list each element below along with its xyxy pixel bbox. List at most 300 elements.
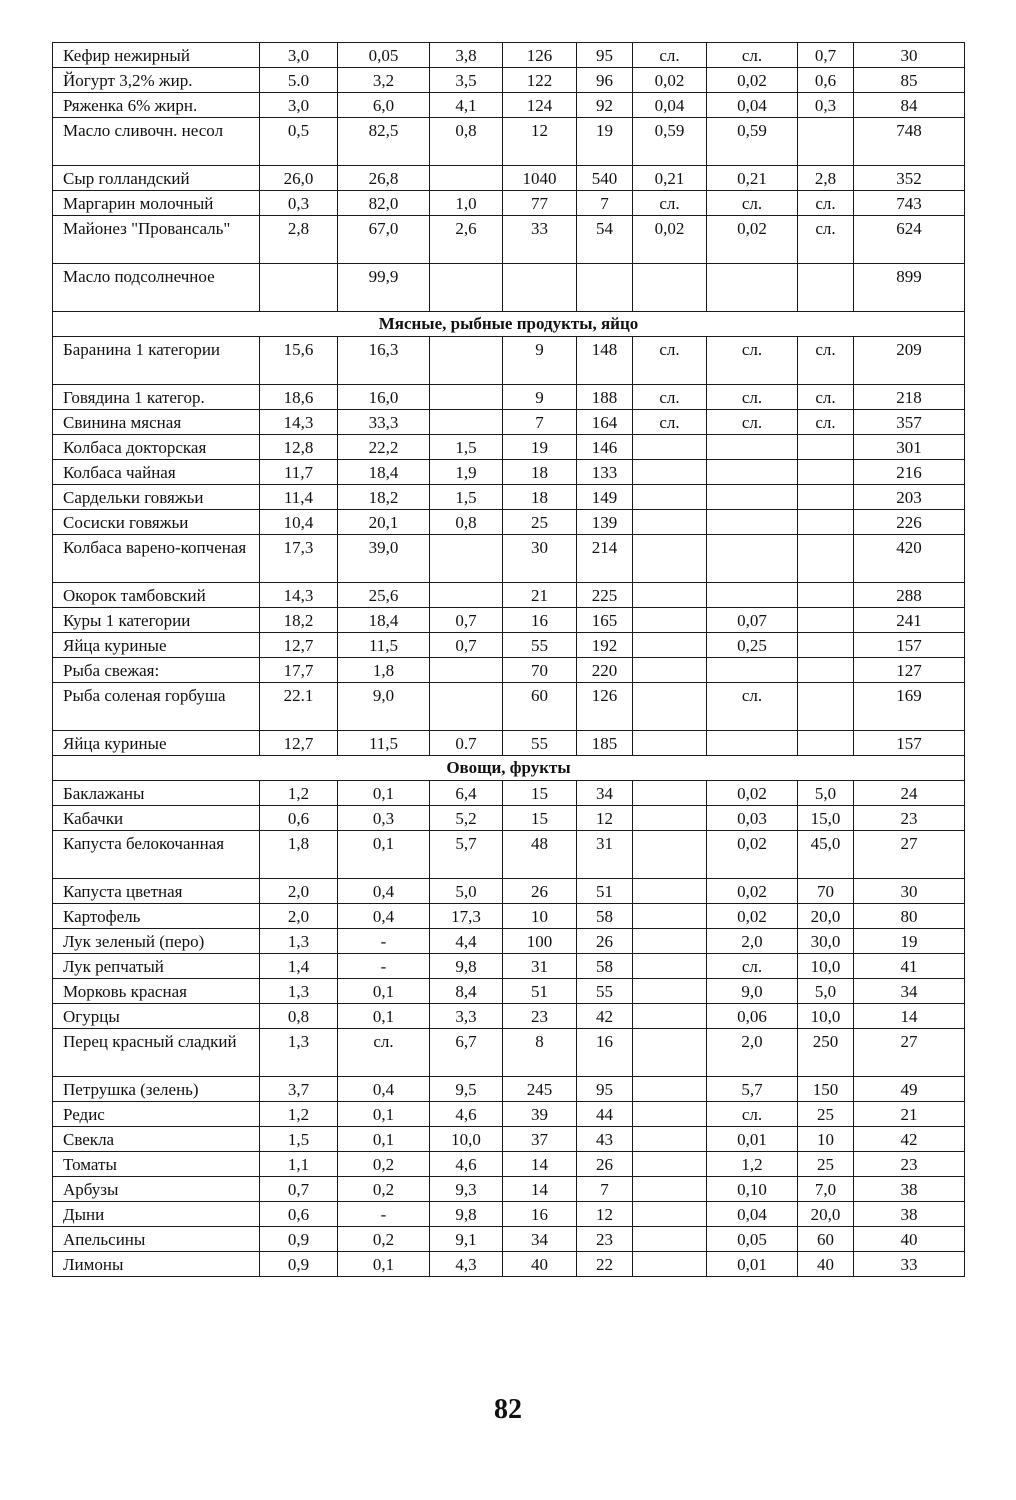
value-cell (633, 1077, 707, 1102)
product-name-cell: Апельсины (53, 1227, 260, 1252)
value-cell: 3,8 (430, 43, 503, 68)
value-cell: 14 (503, 1177, 577, 1202)
table-row (53, 337, 965, 385)
value-cell: 0,7 (430, 633, 503, 658)
value-cell: 9,8 (430, 1202, 503, 1227)
value-cell: 0,1 (338, 781, 430, 806)
value-cell: сл. (633, 43, 707, 68)
value-cell: 11,5 (338, 633, 430, 658)
value-cell: 5,0 (430, 879, 503, 904)
value-cell: 216 (854, 460, 965, 485)
table-row (53, 806, 965, 831)
value-cell: - (338, 929, 430, 954)
product-name-cell: Кефир нежирный (53, 43, 260, 68)
product-name-cell: Морковь красная (53, 979, 260, 1004)
value-cell: 26 (503, 879, 577, 904)
value-cell (430, 683, 503, 731)
value-cell: 9 (503, 337, 577, 385)
value-cell (633, 633, 707, 658)
value-cell: 42 (854, 1127, 965, 1152)
value-cell: 51 (577, 879, 633, 904)
value-cell: 0,1 (338, 1102, 430, 1127)
value-cell: 10,4 (260, 510, 338, 535)
value-cell: 58 (577, 904, 633, 929)
table-row (53, 731, 965, 756)
value-cell: 139 (577, 510, 633, 535)
value-cell: 0,6 (798, 68, 854, 93)
value-cell: 133 (577, 460, 633, 485)
value-cell (633, 485, 707, 510)
value-cell: 157 (854, 633, 965, 658)
value-cell (633, 535, 707, 583)
value-cell (633, 1127, 707, 1152)
value-cell: сл. (707, 954, 798, 979)
value-cell: 185 (577, 731, 633, 756)
value-cell: 0,25 (707, 633, 798, 658)
value-cell: 9,0 (338, 683, 430, 731)
value-cell: 0,02 (707, 216, 798, 264)
value-cell: 0,03 (707, 806, 798, 831)
value-cell (633, 781, 707, 806)
product-name-cell: Баклажаны (53, 781, 260, 806)
value-cell: 0,1 (338, 1127, 430, 1152)
value-cell: 48 (503, 831, 577, 879)
value-cell: 0,02 (707, 879, 798, 904)
value-cell: 40 (798, 1252, 854, 1277)
value-cell: 0,21 (633, 166, 707, 191)
product-name-cell: Рыба соленая горбуша (53, 683, 260, 731)
value-cell: 16,0 (338, 385, 430, 410)
table-row (53, 781, 965, 806)
product-name-cell: Перец красный сладкий (53, 1029, 260, 1077)
value-cell (798, 535, 854, 583)
value-cell (633, 583, 707, 608)
value-cell: 899 (854, 264, 965, 312)
product-name-cell: Лук репчатый (53, 954, 260, 979)
value-cell (798, 633, 854, 658)
value-cell (707, 435, 798, 460)
product-name-cell: Масло сливочн. несол (53, 118, 260, 166)
value-cell: 9,1 (430, 1227, 503, 1252)
value-cell: 21 (854, 1102, 965, 1127)
value-cell: 127 (854, 658, 965, 683)
value-cell: 27 (854, 831, 965, 879)
product-name-cell: Капуста цветная (53, 879, 260, 904)
value-cell: 26,8 (338, 166, 430, 191)
value-cell: 748 (854, 118, 965, 166)
value-cell: 743 (854, 191, 965, 216)
value-cell: 12,7 (260, 731, 338, 756)
value-cell: 19 (503, 435, 577, 460)
value-cell: 38 (854, 1177, 965, 1202)
value-cell: 0,59 (633, 118, 707, 166)
value-cell: 0,9 (260, 1252, 338, 1277)
value-cell (633, 1102, 707, 1127)
value-cell: сл. (798, 337, 854, 385)
value-cell: 16,3 (338, 337, 430, 385)
value-cell: 0,1 (338, 979, 430, 1004)
value-cell (707, 535, 798, 583)
value-cell (798, 658, 854, 683)
value-cell: 85 (854, 68, 965, 93)
value-cell: - (338, 954, 430, 979)
value-cell: 15 (503, 781, 577, 806)
value-cell: 80 (854, 904, 965, 929)
value-cell: 7 (577, 1177, 633, 1202)
section-header-row (53, 312, 965, 337)
table-row (53, 435, 965, 460)
value-cell: 126 (503, 43, 577, 68)
value-cell: 10 (798, 1127, 854, 1152)
value-cell: 55 (577, 979, 633, 1004)
product-name-cell: Масло подсолнечное (53, 264, 260, 312)
value-cell: 1,3 (260, 929, 338, 954)
value-cell: 17,7 (260, 658, 338, 683)
value-cell: 24 (854, 781, 965, 806)
value-cell: 25 (798, 1152, 854, 1177)
value-cell (798, 435, 854, 460)
value-cell (633, 979, 707, 1004)
value-cell: 34 (577, 781, 633, 806)
value-cell: 22.1 (260, 683, 338, 731)
value-cell: 1,4 (260, 954, 338, 979)
value-cell: 624 (854, 216, 965, 264)
value-cell (633, 1202, 707, 1227)
value-cell: 55 (503, 731, 577, 756)
value-cell: 16 (503, 1202, 577, 1227)
value-cell: 14,3 (260, 583, 338, 608)
value-cell: 15,0 (798, 806, 854, 831)
value-cell: 38 (854, 1202, 965, 1227)
value-cell (633, 608, 707, 633)
value-cell: 7,0 (798, 1177, 854, 1202)
value-cell: 2,6 (430, 216, 503, 264)
value-cell: 245 (503, 1077, 577, 1102)
value-cell: 23 (577, 1227, 633, 1252)
value-cell (707, 731, 798, 756)
table-row (53, 191, 965, 216)
table-body (53, 43, 965, 1277)
table-row (53, 118, 965, 166)
value-cell (430, 166, 503, 191)
value-cell: 2,0 (707, 929, 798, 954)
table-row (53, 1077, 965, 1102)
product-name-cell: Куры 1 категории (53, 608, 260, 633)
table-row (53, 831, 965, 879)
value-cell (430, 658, 503, 683)
value-cell: 3,7 (260, 1077, 338, 1102)
value-cell: 203 (854, 485, 965, 510)
table-row (53, 166, 965, 191)
product-name-cell: Говядина 1 категор. (53, 385, 260, 410)
value-cell: 149 (577, 485, 633, 510)
value-cell (430, 583, 503, 608)
value-cell: 26,0 (260, 166, 338, 191)
value-cell: 150 (798, 1077, 854, 1102)
value-cell: 33,3 (338, 410, 430, 435)
value-cell: 8 (503, 1029, 577, 1077)
value-cell: 0,7 (430, 608, 503, 633)
table-row (53, 879, 965, 904)
value-cell (707, 485, 798, 510)
page-number: 82 (494, 1394, 522, 1425)
table-row (53, 385, 965, 410)
value-cell (633, 831, 707, 879)
value-cell (707, 264, 798, 312)
product-name-cell: Колбаса чайная (53, 460, 260, 485)
value-cell: 0,5 (260, 118, 338, 166)
value-cell: 1,2 (260, 1102, 338, 1127)
value-cell: 241 (854, 608, 965, 633)
table-row (53, 1152, 965, 1177)
value-cell (798, 460, 854, 485)
value-cell: 165 (577, 608, 633, 633)
table-row (53, 1004, 965, 1029)
value-cell: 1,2 (260, 781, 338, 806)
value-cell (633, 1004, 707, 1029)
value-cell: 0,21 (707, 166, 798, 191)
value-cell: 10,0 (798, 1004, 854, 1029)
value-cell: сл. (707, 191, 798, 216)
value-cell: 0,02 (633, 216, 707, 264)
value-cell: 3,3 (430, 1004, 503, 1029)
value-cell: 9,3 (430, 1177, 503, 1202)
value-cell: 23 (854, 806, 965, 831)
value-cell: 22 (577, 1252, 633, 1277)
value-cell: 357 (854, 410, 965, 435)
value-cell: 1,0 (430, 191, 503, 216)
product-name-cell: Маргарин молочный (53, 191, 260, 216)
value-cell: 25 (798, 1102, 854, 1127)
value-cell: 0,1 (338, 1252, 430, 1277)
value-cell: 9,5 (430, 1077, 503, 1102)
value-cell: 20,0 (798, 904, 854, 929)
value-cell (798, 485, 854, 510)
value-cell: сл. (798, 216, 854, 264)
value-cell: 0,7 (798, 43, 854, 68)
value-cell: 39,0 (338, 535, 430, 583)
value-cell: 0.7 (430, 731, 503, 756)
value-cell: 0,04 (633, 93, 707, 118)
value-cell: 301 (854, 435, 965, 460)
value-cell: 0,02 (633, 68, 707, 93)
value-cell: 10 (503, 904, 577, 929)
value-cell: 0,9 (260, 1227, 338, 1252)
table-row (53, 410, 965, 435)
value-cell: 6,4 (430, 781, 503, 806)
value-cell: 27 (854, 1029, 965, 1077)
value-cell: 92 (577, 93, 633, 118)
table-row (53, 658, 965, 683)
product-name-cell: Сардельки говяжьи (53, 485, 260, 510)
value-cell: сл. (707, 337, 798, 385)
table-row (53, 683, 965, 731)
table-row (53, 1227, 965, 1252)
value-cell: 20,0 (798, 1202, 854, 1227)
value-cell: 60 (503, 683, 577, 731)
value-cell: сл. (707, 385, 798, 410)
value-cell: 11,4 (260, 485, 338, 510)
table-row (53, 904, 965, 929)
table-row (53, 264, 965, 312)
value-cell: 10,0 (798, 954, 854, 979)
value-cell: 2,0 (260, 904, 338, 929)
product-name-cell: Сосиски говяжьи (53, 510, 260, 535)
value-cell: сл. (338, 1029, 430, 1077)
value-cell: сл. (798, 191, 854, 216)
product-name-cell: Яйца куриные (53, 633, 260, 658)
value-cell: сл. (798, 385, 854, 410)
value-cell: 124 (503, 93, 577, 118)
value-cell (633, 929, 707, 954)
value-cell: 82,0 (338, 191, 430, 216)
value-cell: 18,2 (338, 485, 430, 510)
value-cell (633, 683, 707, 731)
value-cell: 0,6 (260, 806, 338, 831)
value-cell: 14,3 (260, 410, 338, 435)
value-cell (430, 385, 503, 410)
table-row (53, 1202, 965, 1227)
value-cell: 1,9 (430, 460, 503, 485)
value-cell: 164 (577, 410, 633, 435)
value-cell: 23 (854, 1152, 965, 1177)
nutrition-table (52, 42, 965, 1277)
value-cell: 1,5 (430, 485, 503, 510)
value-cell (633, 460, 707, 485)
value-cell: 4,1 (430, 93, 503, 118)
value-cell: 0,2 (338, 1152, 430, 1177)
value-cell: 31 (503, 954, 577, 979)
value-cell: 0,05 (338, 43, 430, 68)
product-name-cell: Сыр голландский (53, 166, 260, 191)
value-cell: 49 (854, 1077, 965, 1102)
value-cell: 4,6 (430, 1152, 503, 1177)
value-cell: 9,8 (430, 954, 503, 979)
value-cell: 100 (503, 929, 577, 954)
value-cell (798, 510, 854, 535)
value-cell: 122 (503, 68, 577, 93)
product-name-cell: Арбузы (53, 1177, 260, 1202)
value-cell: 4,6 (430, 1102, 503, 1127)
value-cell: 8,4 (430, 979, 503, 1004)
table-row (53, 460, 965, 485)
value-cell: 0,02 (707, 781, 798, 806)
table-row (53, 633, 965, 658)
value-cell (260, 264, 338, 312)
value-cell (633, 1029, 707, 1077)
value-cell: 12,8 (260, 435, 338, 460)
value-cell (707, 460, 798, 485)
value-cell: 17,3 (260, 535, 338, 583)
value-cell: 14 (503, 1152, 577, 1177)
value-cell: 12 (577, 1202, 633, 1227)
value-cell: 3,0 (260, 93, 338, 118)
value-cell: 188 (577, 385, 633, 410)
value-cell: 33 (503, 216, 577, 264)
value-cell: 3,0 (260, 43, 338, 68)
value-cell: 82,5 (338, 118, 430, 166)
value-cell: 60 (798, 1227, 854, 1252)
value-cell: 70 (798, 879, 854, 904)
product-name-cell: Ряженка 6% жирн. (53, 93, 260, 118)
value-cell: 0,02 (707, 68, 798, 93)
product-name-cell: Лук зеленый (перо) (53, 929, 260, 954)
value-cell: 34 (854, 979, 965, 1004)
product-name-cell: Свекла (53, 1127, 260, 1152)
value-cell: 0,01 (707, 1127, 798, 1152)
table-row (53, 954, 965, 979)
value-cell: 5,7 (707, 1077, 798, 1102)
table-row (53, 1029, 965, 1077)
value-cell: 5.0 (260, 68, 338, 93)
value-cell: 214 (577, 535, 633, 583)
value-cell: 220 (577, 658, 633, 683)
table-row (53, 43, 965, 68)
value-cell: 55 (503, 633, 577, 658)
value-cell: 5,0 (798, 781, 854, 806)
value-cell: 192 (577, 633, 633, 658)
value-cell: 0,04 (707, 93, 798, 118)
value-cell: 2,8 (260, 216, 338, 264)
value-cell (633, 731, 707, 756)
value-cell: 30 (854, 879, 965, 904)
value-cell: 21 (503, 583, 577, 608)
value-cell: 0,7 (260, 1177, 338, 1202)
value-cell: 157 (854, 731, 965, 756)
value-cell: сл. (707, 43, 798, 68)
value-cell: сл. (707, 683, 798, 731)
value-cell: 25 (503, 510, 577, 535)
value-cell: 45,0 (798, 831, 854, 879)
table-row (53, 608, 965, 633)
product-name-cell: Капуста белокочанная (53, 831, 260, 879)
value-cell (430, 264, 503, 312)
value-cell (633, 879, 707, 904)
value-cell: 20,1 (338, 510, 430, 535)
value-cell: 17,3 (430, 904, 503, 929)
section-title: Мясные, рыбные продукты, яйцо (53, 312, 965, 337)
value-cell: 18,4 (338, 460, 430, 485)
table-row (53, 216, 965, 264)
value-cell: сл. (633, 191, 707, 216)
value-cell: 0,06 (707, 1004, 798, 1029)
value-cell: 34 (503, 1227, 577, 1252)
value-cell (633, 510, 707, 535)
value-cell: 30,0 (798, 929, 854, 954)
value-cell: 1,8 (260, 831, 338, 879)
value-cell: 41 (854, 954, 965, 979)
value-cell: 126 (577, 683, 633, 731)
value-cell: 0,3 (338, 806, 430, 831)
value-cell: 2,0 (260, 879, 338, 904)
value-cell (707, 583, 798, 608)
value-cell (633, 1252, 707, 1277)
table-row (53, 485, 965, 510)
value-cell (633, 1227, 707, 1252)
value-cell: 16 (503, 608, 577, 633)
value-cell: 0,04 (707, 1202, 798, 1227)
value-cell: 18,6 (260, 385, 338, 410)
value-cell (577, 264, 633, 312)
value-cell: 11,5 (338, 731, 430, 756)
value-cell: 225 (577, 583, 633, 608)
value-cell: 0,02 (707, 831, 798, 879)
value-cell: 30 (503, 535, 577, 583)
value-cell: 169 (854, 683, 965, 731)
value-cell: 0,8 (260, 1004, 338, 1029)
value-cell: 15 (503, 806, 577, 831)
value-cell: 12 (577, 806, 633, 831)
